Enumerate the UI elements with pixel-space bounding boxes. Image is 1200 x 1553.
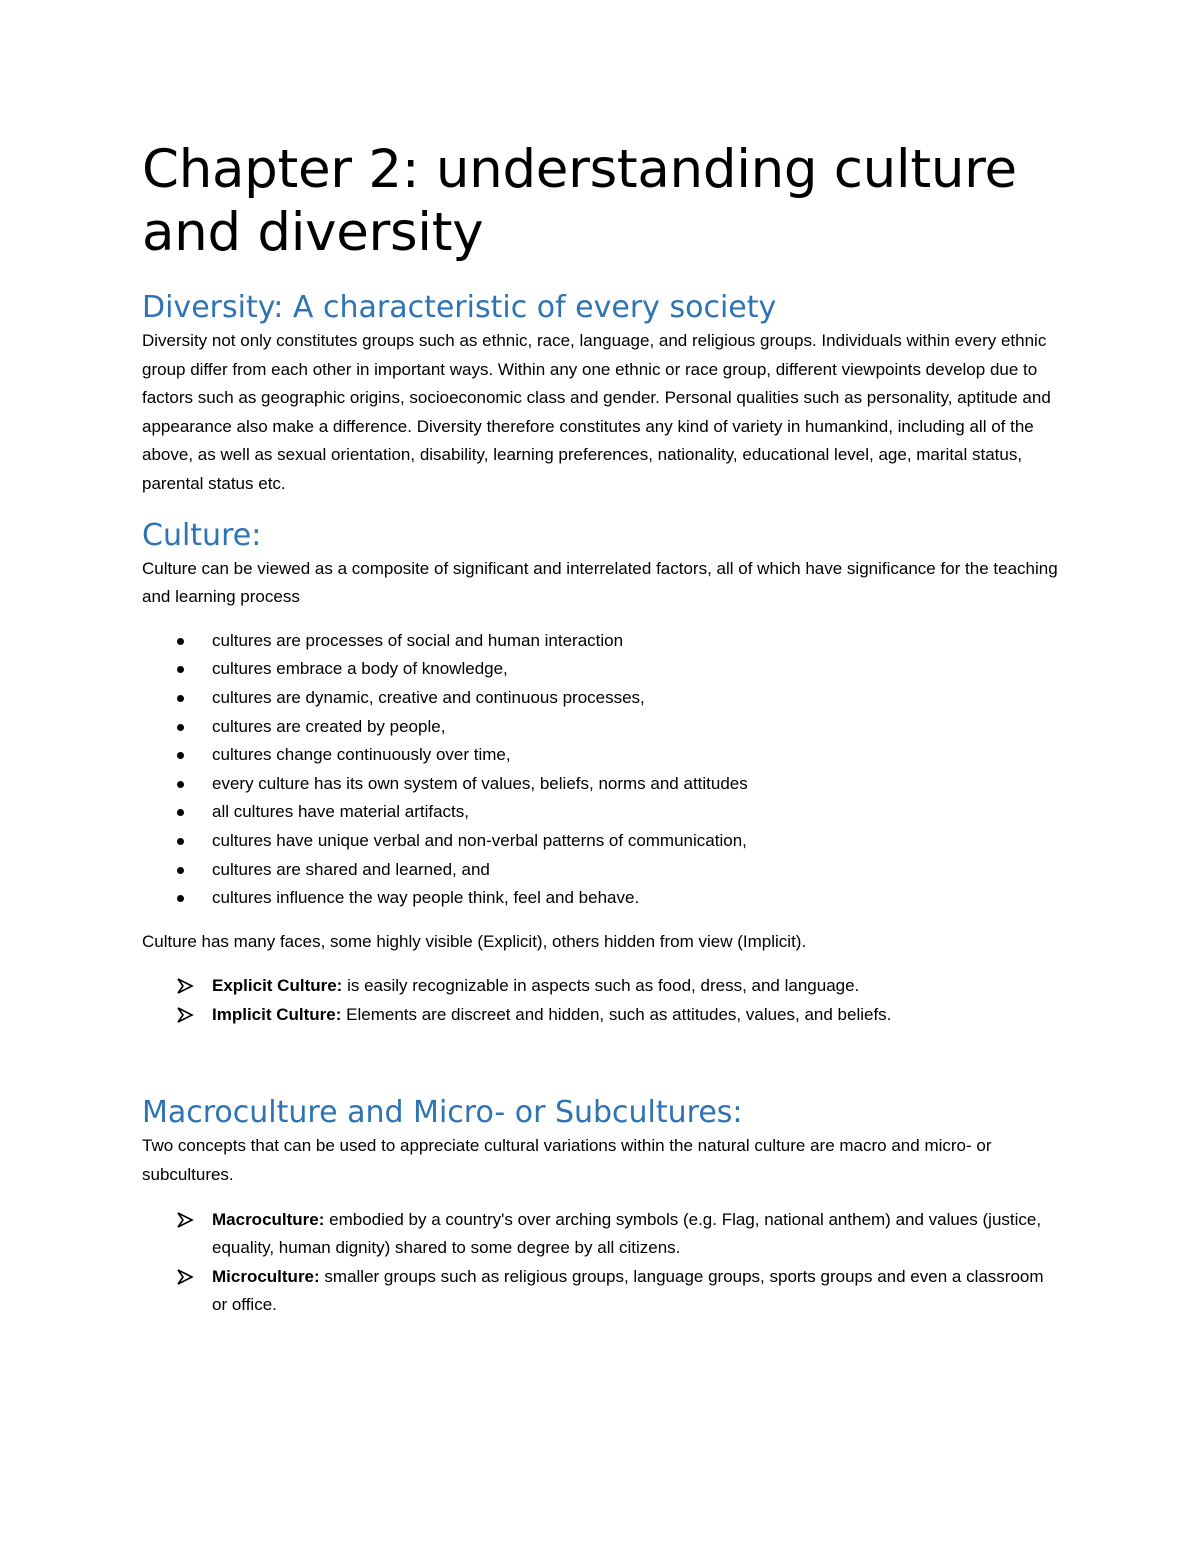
bullet-dot-icon — [177, 781, 184, 788]
page-title: Chapter 2: understanding culture and diversity — [142, 139, 1017, 263]
list-item: cultures change continuously over time, — [142, 741, 1062, 770]
macroculture-heading: Macroculture and Micro- or Subcultures: — [142, 1095, 743, 1131]
macroculture-intro: Two concepts that can be used to appreciate cultural variations within the natural culture are macro and micro- or subcultures. — [142, 1136, 992, 1185]
culture-faces-paragraph: Culture has many faces, some highly visible (Explicit), others hidden from view (Implicit). — [142, 931, 807, 951]
culture-intro: Culture can be viewed as a composite of significant and interrelated factors, all of which have significance for the teaching and learning process — [142, 558, 1058, 607]
macro-types-list — [142, 1206, 1062, 1320]
implicit-culture-term: Implicit Culture: — [212, 1004, 342, 1024]
list-item: every culture has its own system of values, beliefs, norms and attitudes — [142, 770, 1062, 799]
culture-heading: Culture: — [142, 517, 262, 553]
arrowhead-bullet-icon — [176, 978, 194, 994]
bullet-dot-icon — [177, 695, 184, 702]
list-item: cultures are processes of social and human interaction — [142, 627, 1062, 656]
diversity-heading: Diversity: A characteristic of every society — [142, 290, 777, 325]
list-item — [142, 972, 1062, 1001]
list-item: all cultures have material artifacts, — [142, 798, 1062, 827]
culture-types-list — [142, 972, 1062, 1029]
microculture-term: Microculture: — [212, 1266, 320, 1286]
list-item: cultures are shared and learned, and — [142, 856, 1062, 885]
diversity-paragraph: Diversity not only constitutes groups such as ethnic, race, language, and religious groups. Individuals within every ethnic group differ from each other in important ways. Within any one ethnic or race group, different viewpoints develop due to factors such as geographic origins, socioeconomic class and gender. Personal qualities such as personality, aptitude and appearance also make a difference. Diversity therefore constitutes any kind of variety in humankind, including all of the above, as well as sexual orientation, disability, learning preferences, nationality, educational level, age, marital status, parental status etc. — [142, 331, 1051, 493]
bullet-dot-icon — [177, 867, 184, 874]
bullet-dot-icon — [177, 724, 184, 731]
document-page — [142, 138, 1062, 1320]
list-item — [142, 1263, 1062, 1320]
culture-bullet-list — [142, 627, 1062, 913]
bullet-dot-icon — [177, 666, 184, 673]
bullet-dot-icon — [177, 895, 184, 902]
list-item: cultures influence the way people think, feel and behave. — [142, 884, 1062, 913]
list-item: cultures are created by people, — [142, 713, 1062, 742]
bullet-dot-icon — [177, 809, 184, 816]
bullet-dot-icon — [177, 638, 184, 645]
explicit-culture-term: Explicit Culture: — [212, 976, 343, 996]
arrowhead-bullet-icon — [176, 1007, 194, 1023]
macroculture-term: Macroculture: — [212, 1209, 325, 1229]
explicit-culture-text: is easily recognizable in aspects such as food, dress, and language. — [342, 976, 860, 996]
list-item: cultures embrace a body of knowledge, — [142, 655, 1062, 684]
list-item — [142, 1206, 1062, 1263]
macroculture-text: embodied by a country's over arching symbols (e.g. Flag, national anthem) and values (justice, equality, human dignity) shared to some degree by all citizens. — [212, 1209, 1042, 1258]
list-item: cultures are dynamic, creative and continuous processes, — [142, 684, 1062, 713]
bullet-dot-icon — [177, 752, 184, 759]
arrowhead-bullet-icon — [176, 1269, 194, 1285]
list-item — [142, 1001, 1062, 1030]
arrowhead-bullet-icon — [176, 1212, 194, 1228]
microculture-text: smaller groups such as religious groups, language groups, sports groups and even a classroom or office. — [212, 1266, 1044, 1315]
bullet-dot-icon — [177, 838, 184, 845]
list-item: cultures have unique verbal and non-verbal patterns of communication, — [142, 827, 1062, 856]
implicit-culture-text: Elements are discreet and hidden, such as attitudes, values, and beliefs. — [341, 1004, 892, 1024]
